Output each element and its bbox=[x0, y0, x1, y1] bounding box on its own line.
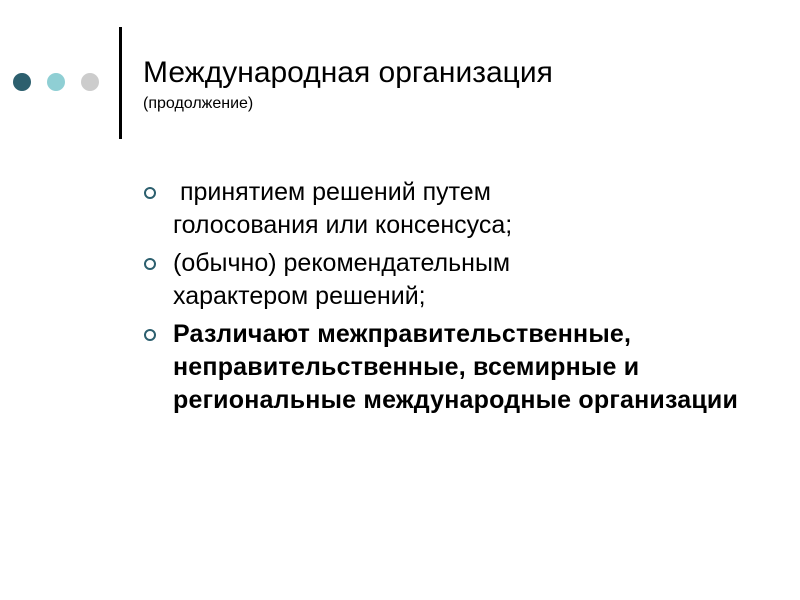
bullet-item bbox=[144, 176, 764, 242]
decorative-dot-light bbox=[81, 73, 99, 91]
bullet-item bbox=[144, 247, 764, 313]
bullet-circle-icon bbox=[144, 329, 156, 341]
decorative-dot-mid bbox=[47, 73, 65, 91]
bullet-text: принятием решений путем голосования или консенсуса; bbox=[173, 178, 513, 239]
decorative-dot-dark bbox=[13, 73, 31, 91]
bullet-list bbox=[144, 176, 764, 422]
bullet-item bbox=[144, 318, 764, 417]
slide-title: Международная организация bbox=[143, 56, 553, 89]
vertical-divider bbox=[119, 27, 122, 139]
bullet-text: (обычно) рекомендательным характером решений; bbox=[173, 249, 511, 310]
slide-subtitle: (продолжение) bbox=[143, 95, 254, 112]
bullet-circle-icon bbox=[144, 187, 156, 199]
bullet-text: Различают межправительственные, неправительственные, всемирные и региональные международные организации bbox=[173, 320, 739, 414]
bullet-circle-icon bbox=[144, 258, 156, 270]
